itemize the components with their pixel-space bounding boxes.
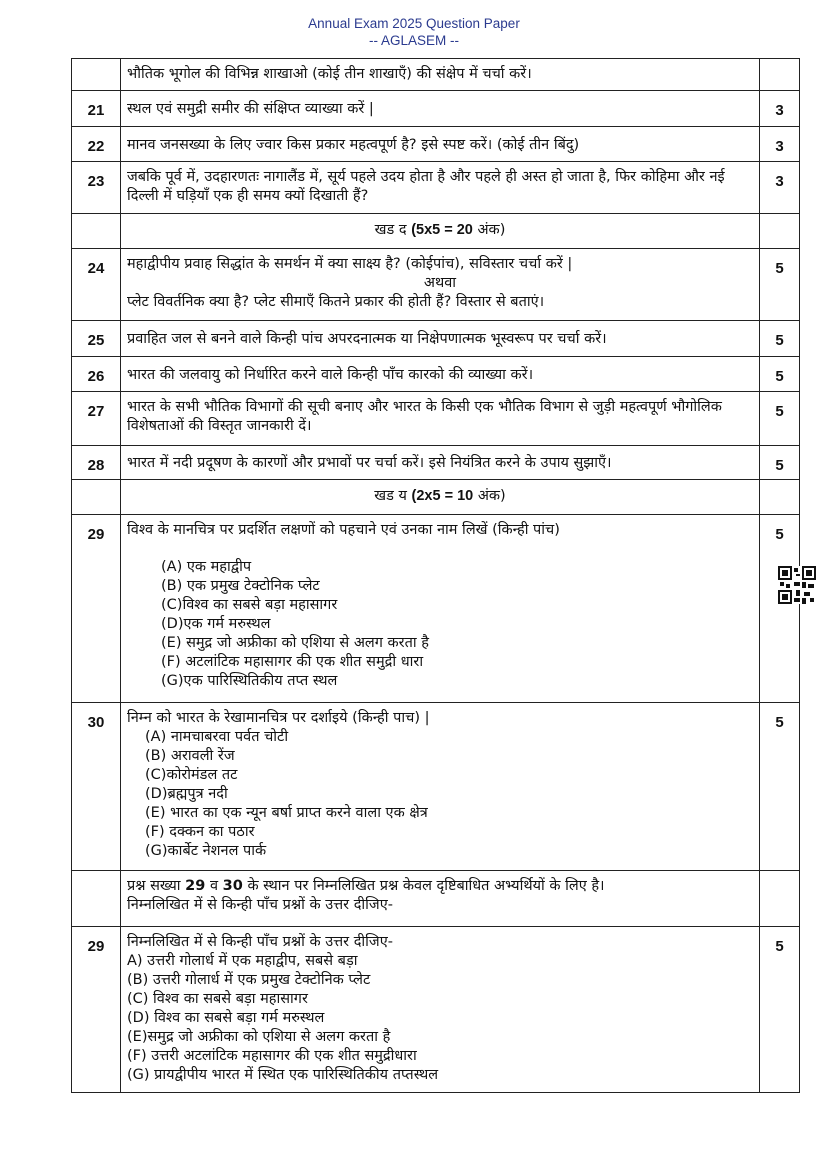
- question-text: [121, 703, 760, 871]
- question-marks: 5: [760, 927, 800, 1093]
- section-row: [72, 214, 800, 249]
- question-text-part2: प्लेट विवर्तनिक क्या है? प्लेट सीमाएँ कितने प्रकार की होती हैं? विस्तार से बताएं।: [127, 294, 545, 310]
- table-row: [72, 127, 800, 162]
- table-row: [72, 249, 800, 321]
- table-row: [72, 91, 800, 127]
- question-prompt: विश्व के मानचित्र पर प्रदर्शित लक्षणों को पहचाने एवं उनका नाम लिखें (किन्ही पांच): [127, 522, 560, 538]
- note-text: [121, 871, 760, 927]
- section-row: [72, 480, 800, 515]
- question-number: 23: [72, 162, 121, 214]
- question-text: [121, 515, 760, 703]
- option-item: (C) विश्व का सबसे बड़ा महासागर: [127, 991, 308, 1007]
- option-item: (E)समुद्र जो अफ्रीका को एशिया से अलग करता है: [127, 1029, 391, 1045]
- table-row: [72, 703, 800, 871]
- header-title: Annual Exam 2025 Question Paper: [308, 16, 520, 31]
- question-text: [121, 927, 760, 1093]
- option-item: A) उत्तरी गोलार्ध में एक महाद्वीप, सबसे बड़ा: [127, 953, 358, 969]
- option-item: (E) समुद्र जो अफ्रीका को एशिया से अलग करता है: [161, 635, 429, 651]
- question-prompt: निम्न को भारत के रेखामानचित्र पर दर्शाइये (किन्ही पाच) |: [127, 710, 430, 726]
- option-item: (D)ब्रह्मपुत्र नदी: [145, 786, 228, 802]
- table-row: [72, 59, 800, 91]
- option-item: (B) एक प्रमुख टेक्टोनिक प्लेट: [161, 578, 320, 594]
- or-label: अथवा: [423, 275, 457, 291]
- question-number: 29: [72, 927, 121, 1093]
- question-number: 28: [72, 446, 121, 480]
- option-item: (A) नामचाबरवा पर्वत चोटी: [145, 729, 289, 745]
- table-row: [72, 162, 800, 214]
- option-item: (D)एक गर्म मरुस्थल: [161, 616, 271, 632]
- option-item: (B) उत्तरी गोलार्ध में एक प्रमुख टेक्टोनिक प्लेट: [127, 972, 371, 988]
- question-number: 30: [72, 703, 121, 871]
- note-line2: निम्नलिखित में से किन्ही पाँच प्रश्नों के उत्तर दीजिए-: [127, 897, 393, 913]
- question-number: 24: [72, 249, 121, 321]
- section-unit: अंक): [477, 488, 506, 504]
- question-marks: 5: [760, 703, 800, 871]
- table-row: [72, 357, 800, 392]
- question-text: भारत के सभी भौतिक विभागों की सूची बनाए और भारत के किसी एक भौतिक विभाग से जुड़ी महत्वपूर्ण भौगोलिक विशेषताओं की विस्तृत जानकारी दें।: [121, 392, 760, 446]
- question-number: [72, 59, 121, 91]
- option-item: (G)कार्बेट नेशनल पार्क: [145, 843, 267, 859]
- question-text: मानव जनसख्या के लिए ज्वार किस प्रकार महत्वपूर्ण है? इसे स्पष्ट करें। (कोई तीन बिंदु): [121, 127, 760, 162]
- section-unit: अंक): [477, 222, 506, 238]
- question-marks: [760, 59, 800, 91]
- option-item: (B) अरावली रेंज: [145, 748, 235, 764]
- option-item: (D) विश्व का सबसे बड़ा गर्म मरुस्थल: [127, 1010, 325, 1026]
- note-num1: 29: [185, 878, 206, 894]
- table-row: [72, 927, 800, 1093]
- note-post: के स्थान पर निम्नलिखित प्रश्न केवल दृष्टिबाधित अभ्यर्थियों के लिए है।: [247, 878, 605, 894]
- question-marks: 5: [760, 357, 800, 392]
- question-text-part1: महाद्वीपीय प्रवाह सिद्धांत के समर्थन में क्या साक्ष्य है? (कोईपांच), सविस्तार चर्चा करें |: [127, 256, 573, 272]
- question-text: जबकि पूर्व में, उदहारणतः नागालैंड में, सूर्य पहले उदय होता है और पहले ही अस्त हो जाता है, फिर कोहिमा और नई दिल्ली में घड़ियाँ एक ही समय क्यों दिखाती हैं?: [121, 162, 760, 214]
- header-source: -- AGLASEM --: [368, 33, 459, 48]
- section-marks: (5x5 = 20: [411, 222, 473, 238]
- question-number: 29: [72, 515, 121, 703]
- question-text: भौतिक भूगोल की विभिन्न शाखाओ (कोई तीन शाखाएँ) की संक्षेप में चर्चा करें।: [121, 59, 760, 91]
- section-heading-e: [121, 480, 760, 515]
- question-text: [121, 249, 760, 321]
- note-num2: 30: [222, 878, 243, 894]
- question-number: 25: [72, 321, 121, 357]
- question-prompt: निम्नलिखित में से किन्ही पाँच प्रश्नों के उत्तर दीजिए-: [127, 934, 393, 950]
- question-table: [71, 58, 800, 1093]
- table-row: [72, 321, 800, 357]
- question-marks: 3: [760, 127, 800, 162]
- question-text: भारत की जलवायु को निर्धारित करने वाले किन्ही पाँच कारको की व्याख्या करें।: [121, 357, 760, 392]
- option-item: (C)कोरोमंडल तट: [145, 767, 238, 783]
- option-item: (F) अटलांटिक महासागर की एक शीत समुद्री धारा: [161, 654, 424, 670]
- question-number: 26: [72, 357, 121, 392]
- qr-code-icon: [778, 566, 816, 604]
- question-marks: 5: [760, 515, 800, 703]
- note-pre: प्रश्न सख्या: [127, 878, 181, 894]
- question-text: स्थल एवं समुद्री समीर की संक्षिप्त व्याख्या करें |: [121, 91, 760, 127]
- question-text: प्रवाहित जल से बनने वाले किन्ही पांच अपरदनात्मक या निक्षेपणात्मक भूस्वरूप पर चर्चा करें।: [121, 321, 760, 357]
- option-item: (G) प्रायद्वीपीय भारत में स्थित एक पारिस्थितिकीय तप्तस्थल: [127, 1067, 439, 1083]
- table-row: [72, 392, 800, 446]
- section-label: खड य: [374, 488, 407, 504]
- question-number: 21: [72, 91, 121, 127]
- option-item: (F) दक्कन का पठार: [145, 824, 255, 840]
- note-row: [72, 871, 800, 927]
- question-marks: 3: [760, 91, 800, 127]
- question-marks: 5: [760, 249, 800, 321]
- option-item: (G)एक पारिस्थितिकीय तप्त स्थल: [161, 673, 338, 689]
- table-row: [72, 515, 800, 703]
- question-text: भारत में नदी प्रदूषण के कारणों और प्रभावों पर चर्चा करें। इसे नियंत्रित करने के उपाय सुझाएँ।: [121, 446, 760, 480]
- table-row: [72, 446, 800, 480]
- section-label: खड द: [374, 222, 407, 238]
- note-mid: व: [209, 878, 219, 894]
- option-item: (F) उत्तरी अटलांटिक महासागर की एक शीत समुद्रीधारा: [127, 1048, 417, 1064]
- option-item: (E) भारत का एक न्यून बर्षा प्राप्त करने वाला एक क्षेत्र: [145, 805, 428, 821]
- option-item: (C)विश्व का सबसे बड़ा महासागर: [161, 597, 338, 613]
- question-marks: 5: [760, 446, 800, 480]
- section-marks: (2x5 = 10: [411, 488, 474, 504]
- option-item: (A) एक महाद्वीप: [161, 559, 252, 575]
- question-marks: 5: [760, 392, 800, 446]
- question-number: 27: [72, 392, 121, 446]
- section-heading-d: [121, 214, 760, 249]
- question-marks: 5: [760, 321, 800, 357]
- question-number: 22: [72, 127, 121, 162]
- question-marks: 3: [760, 162, 800, 214]
